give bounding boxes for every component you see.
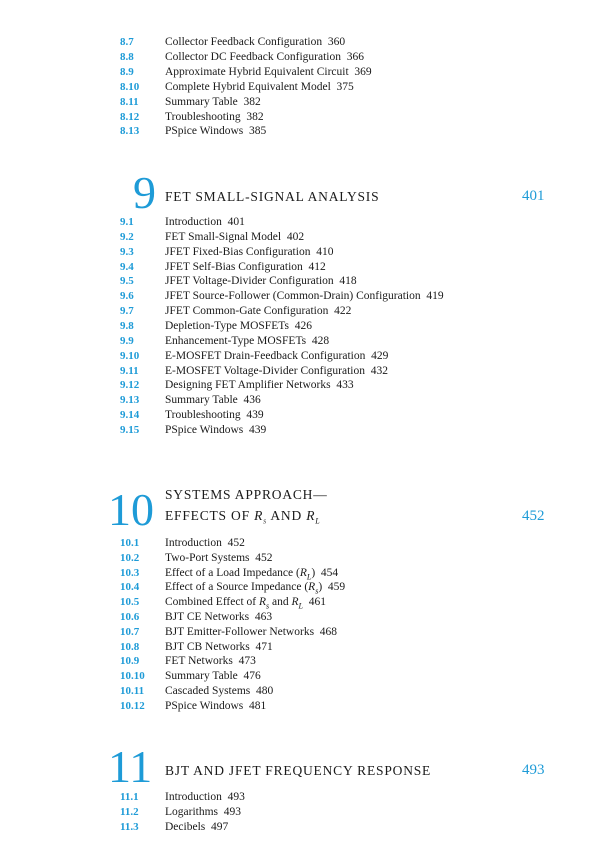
section-page: 385 <box>243 125 267 138</box>
section-number: 8.10 <box>120 80 140 93</box>
section-title: E-MOSFET Drain-Feedback Configuration 429 <box>165 349 389 362</box>
section-title: Introduction 493 <box>165 791 245 803</box>
section-number: 9.15 <box>120 423 140 436</box>
section-number: 11.3 <box>120 820 139 833</box>
section-page: 493 <box>218 805 242 818</box>
section-page: 412 <box>302 260 326 273</box>
section-number: 9.11 <box>120 364 139 377</box>
section-title: JFET Source-Follower (Common-Drain) Configuration 419 <box>165 290 444 303</box>
section-number: 10.3 <box>120 566 140 579</box>
section-title: Troubleshooting 382 <box>165 110 264 123</box>
section-page: 468 <box>314 625 338 638</box>
section-title: Introduction 452 <box>165 537 245 549</box>
section-number: 8.9 <box>120 65 134 78</box>
section-page: 433 <box>330 379 354 392</box>
section-number: 10.4 <box>120 581 140 594</box>
section-page: 360 <box>322 36 346 48</box>
section-title: Two-Port Systems 452 <box>165 551 273 564</box>
section-number: 10.6 <box>120 611 140 623</box>
section-page: 439 <box>243 423 267 436</box>
section-page: 422 <box>328 305 352 318</box>
section-title: Effect of a Load Impedance $(R_L)$ 454 <box>165 566 339 581</box>
section-title: Summary Table 436 <box>165 394 261 407</box>
section-page: 429 <box>365 349 389 362</box>
section-number: 9.2 <box>120 230 134 243</box>
section-title: BJT Emitter-Follower Networks 468 <box>165 625 338 638</box>
chapter-10-number: 10 <box>108 484 154 535</box>
section-number: 10.10 <box>120 670 145 683</box>
section-number: 10.5 <box>120 596 140 609</box>
section-number: 9.14 <box>120 409 140 422</box>
section-number: 9.1 <box>120 216 134 228</box>
section-number: 10.11 <box>120 685 145 697</box>
section-title: Collector Feedback Configuration 360 <box>165 36 346 48</box>
section-title: Designing FET Amplifier Networks 433 <box>165 379 354 392</box>
section-page: 375 <box>330 80 354 93</box>
section-title: Effect of a Source Impedance $(R_s)$ 459 <box>165 581 346 596</box>
section-page: 402 <box>281 230 305 243</box>
section-number: 10.12 <box>120 699 145 712</box>
section-title: BJT CB Networks 471 <box>165 640 273 653</box>
section-title: FET Networks 473 <box>165 655 256 668</box>
section-title: Introduction 401 <box>165 216 245 228</box>
section-number: 8.8 <box>120 50 134 63</box>
section-page: 382 <box>237 95 261 108</box>
section-page: 461 <box>303 596 326 609</box>
section-page: 428 <box>306 334 330 347</box>
section-page: 481 <box>243 699 267 712</box>
section-title: Approximate Hybrid Equivalent Circuit 369 <box>165 65 372 78</box>
section-page: 497 <box>205 820 229 833</box>
section-title: JFET Self-Bias Configuration 412 <box>165 260 326 273</box>
section-page: 463 <box>249 611 273 623</box>
section-number: 9.9 <box>120 334 134 347</box>
section-number: 9.7 <box>120 305 134 318</box>
section-number: 8.13 <box>120 125 140 138</box>
section-title: JFET Voltage-Divider Configuration 418 <box>165 275 357 288</box>
section-number: 10.8 <box>120 640 140 653</box>
section-page: 426 <box>288 319 312 332</box>
chapter-10-page: 452 <box>522 508 545 524</box>
section-number: 8.12 <box>120 110 140 123</box>
section-title: Summary Table 476 <box>165 670 261 683</box>
section-page: 432 <box>364 364 388 377</box>
section-number: 9.12 <box>120 379 140 392</box>
section-title: FET Small-Signal Model 402 <box>165 230 305 243</box>
section-page: 436 <box>237 394 261 407</box>
section-title: Logarithms 493 <box>165 805 242 818</box>
section-title: Troubleshooting 439 <box>165 409 264 422</box>
section-number: 9.8 <box>120 319 134 332</box>
section-title: Collector DC Feedback Configuration 366 <box>165 50 364 63</box>
section-title: Cascaded Systems 480 <box>165 685 274 697</box>
chapter-11-page: 493 <box>522 762 545 778</box>
chapter-9-page: 401 <box>522 188 545 204</box>
section-title: Decibels 497 <box>165 820 229 833</box>
section-number: 9.10 <box>120 349 140 362</box>
section-title: Depletion-Type MOSFETs 426 <box>165 319 312 332</box>
section-page: 439 <box>240 409 264 422</box>
section-title: BJT CE Networks 463 <box>165 611 273 623</box>
section-number: 9.5 <box>120 275 134 288</box>
section-number: 11.2 <box>120 805 139 818</box>
section-number: 9.6 <box>120 290 134 303</box>
section-title: PSpice Windows 439 <box>165 423 267 436</box>
section-number: 8.11 <box>120 95 139 108</box>
chapter-9-number: 9 <box>133 167 156 218</box>
section-number: 9.4 <box>120 260 134 273</box>
section-title: JFET Common-Gate Configuration 422 <box>165 305 352 318</box>
section-page: 452 <box>249 551 273 564</box>
section-page: 454 <box>315 566 339 579</box>
section-page: 410 <box>310 245 334 258</box>
section-title: PSpice Windows 385 <box>165 125 267 138</box>
section-number: 10.2 <box>120 551 140 564</box>
section-title: Complete Hybrid Equivalent Model 375 <box>165 80 354 93</box>
section-number: 8.7 <box>120 36 134 48</box>
section-title: Enhancement-Type MOSFETs 428 <box>165 334 330 347</box>
section-title: Combined Effect of $R_s$ and $R_L$ 461 <box>165 596 326 611</box>
chapter-10-title-line1: SYSTEMS APPROACH— <box>165 487 328 502</box>
section-number: 10.9 <box>120 655 140 668</box>
chapter-11-number: 11 <box>108 741 153 792</box>
section-page: 476 <box>237 670 261 683</box>
section-page: 366 <box>340 50 364 63</box>
chapter-9-title: FET SMALL-SIGNAL ANALYSIS <box>165 189 380 204</box>
section-title: E-MOSFET Voltage-Divider Configuration 432 <box>165 364 388 377</box>
section-number: 10.7 <box>120 625 140 638</box>
section-title: JFET Fixed-Bias Configuration 410 <box>165 245 334 258</box>
section-number: 9.13 <box>120 394 140 407</box>
section-page: 418 <box>333 275 357 288</box>
chapter-11-title: BJT AND JFET FREQUENCY RESPONSE <box>165 763 432 778</box>
section-page: 493 <box>221 791 245 803</box>
section-page: 459 <box>322 581 346 594</box>
section-page: 452 <box>221 537 245 549</box>
chapter-10-title-line2: EFFECTS OF $R_s$ AND $R_L$ <box>165 508 321 526</box>
section-page: 480 <box>250 685 274 697</box>
section-number: 11.1 <box>120 791 139 803</box>
section-page: 473 <box>232 655 256 668</box>
section-page: 369 <box>348 65 372 78</box>
section-page: 471 <box>249 640 273 653</box>
section-page: 382 <box>240 110 264 123</box>
section-page: 419 <box>420 290 444 303</box>
section-title: PSpice Windows 481 <box>165 699 267 712</box>
section-title: Summary Table 382 <box>165 95 261 108</box>
section-page: 401 <box>221 216 245 228</box>
section-number: 10.1 <box>120 537 140 549</box>
section-number: 9.3 <box>120 245 134 258</box>
